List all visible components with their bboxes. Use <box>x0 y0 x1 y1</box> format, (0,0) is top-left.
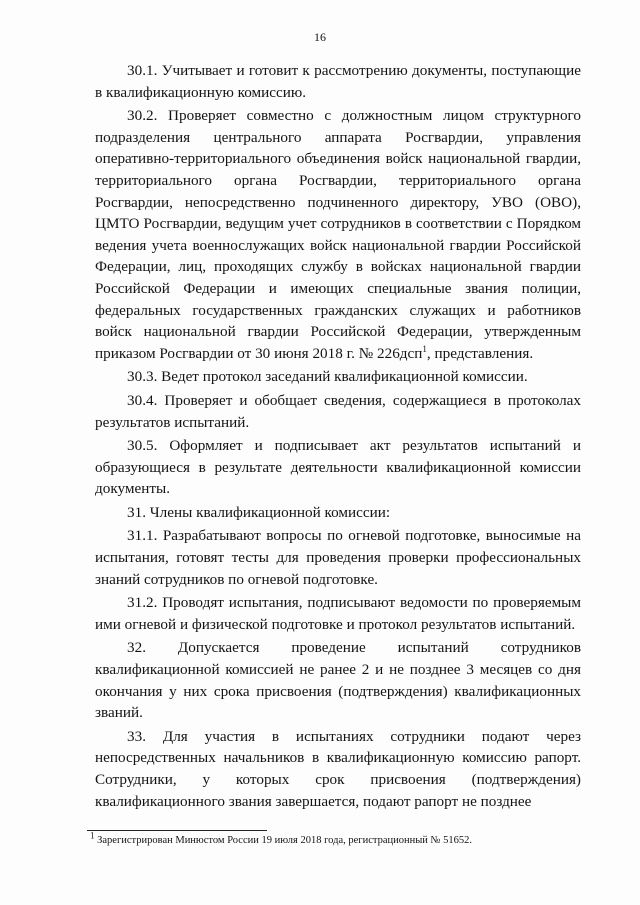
paragraph-30-1: 30.1. Учитывает и готовит к рассмотрению документы, поступающие в квалификационную комиссию. <box>95 62 581 101</box>
footnote <box>90 830 580 847</box>
paragraph-33: 33. Для участия в испытаниях сотрудники подают через непосредственных начальников в квалификационную комиссию рапорт. Сотрудники, у которых срок присвоения (подтверждения) квалификационного звания завершается, подают рапорт не позднее <box>95 727 581 810</box>
paragraph-31-1: 31.1. Разрабатывают вопросы по огневой подготовке, выносимые на испытания, готовят тесты для проведения проверки профессиональных знаний сотрудников по огневой подготовке. <box>95 527 581 588</box>
footnote-text: Зарегистрирован Минюстом России 19 июля 2018 года, регистрационный № 51652. <box>94 835 473 846</box>
paragraph-30-2 <box>95 105 581 364</box>
paragraph-30-2-tail: , представления. <box>426 344 534 362</box>
paragraph-31-2: 31.2. Проводят испытания, подписывают ведомости по проверяемым ими огневой и физической подготовке и протокол результатов испытаний. <box>95 594 581 633</box>
paragraph-30-4: 30.4. Проверяет и обобщает сведения, содержащиеся в протоколах результатов испытаний. <box>95 391 581 431</box>
footnote-marker: 1 <box>90 830 95 841</box>
paragraph-30-2-text: 30.2. Проверяет совместно с должностным лицом структурного подразделения центрального аппарата Росгвардии, управления оперативно-территориального объединения войск национальной гвардии, территориального органа Росгвардии, территориального органа Росгвардии, непосредственно подчиненного директору, УВО (ОВО), ЦМТО Росгвардии, ведущим учет сотрудников в соответствии с Порядком ведения учета военнослужащих войск национальной гвардии Российской Федерации, лиц, проходящих службу в войсках национальной гвардии Российской Федерации и имеющих специальные звания полиции, федеральных государственных гражданских служащих и работников войск национальной гвардии Российской Федерации, утвержденным приказом Росгвардии от 30 июня 2018 г. № 226дсп <box>95 107 581 362</box>
footnote-reference: 1 <box>422 343 427 354</box>
paragraph-30-5: 30.5. Оформляет и подписывает акт результатов испытаний и образующиеся в результате деятельности квалификационной комиссии документы. <box>95 437 581 498</box>
paragraph-31: 31. Члены квалификационной комиссии: <box>127 503 391 521</box>
page-number: 16 <box>314 30 326 44</box>
paragraph-30-3: 30.3. Ведет протокол заседаний квалификационной комиссии. <box>127 368 528 386</box>
document-body <box>95 60 581 814</box>
footnote-divider <box>87 830 267 831</box>
paragraph-32: 32. Допускается проведение испытаний сотрудников квалификационной комиссией не ранее 2 и не позднее 3 месяцев со дня окончания у них срока присвоения (подтверждения) квалификационных званий. <box>95 639 581 722</box>
